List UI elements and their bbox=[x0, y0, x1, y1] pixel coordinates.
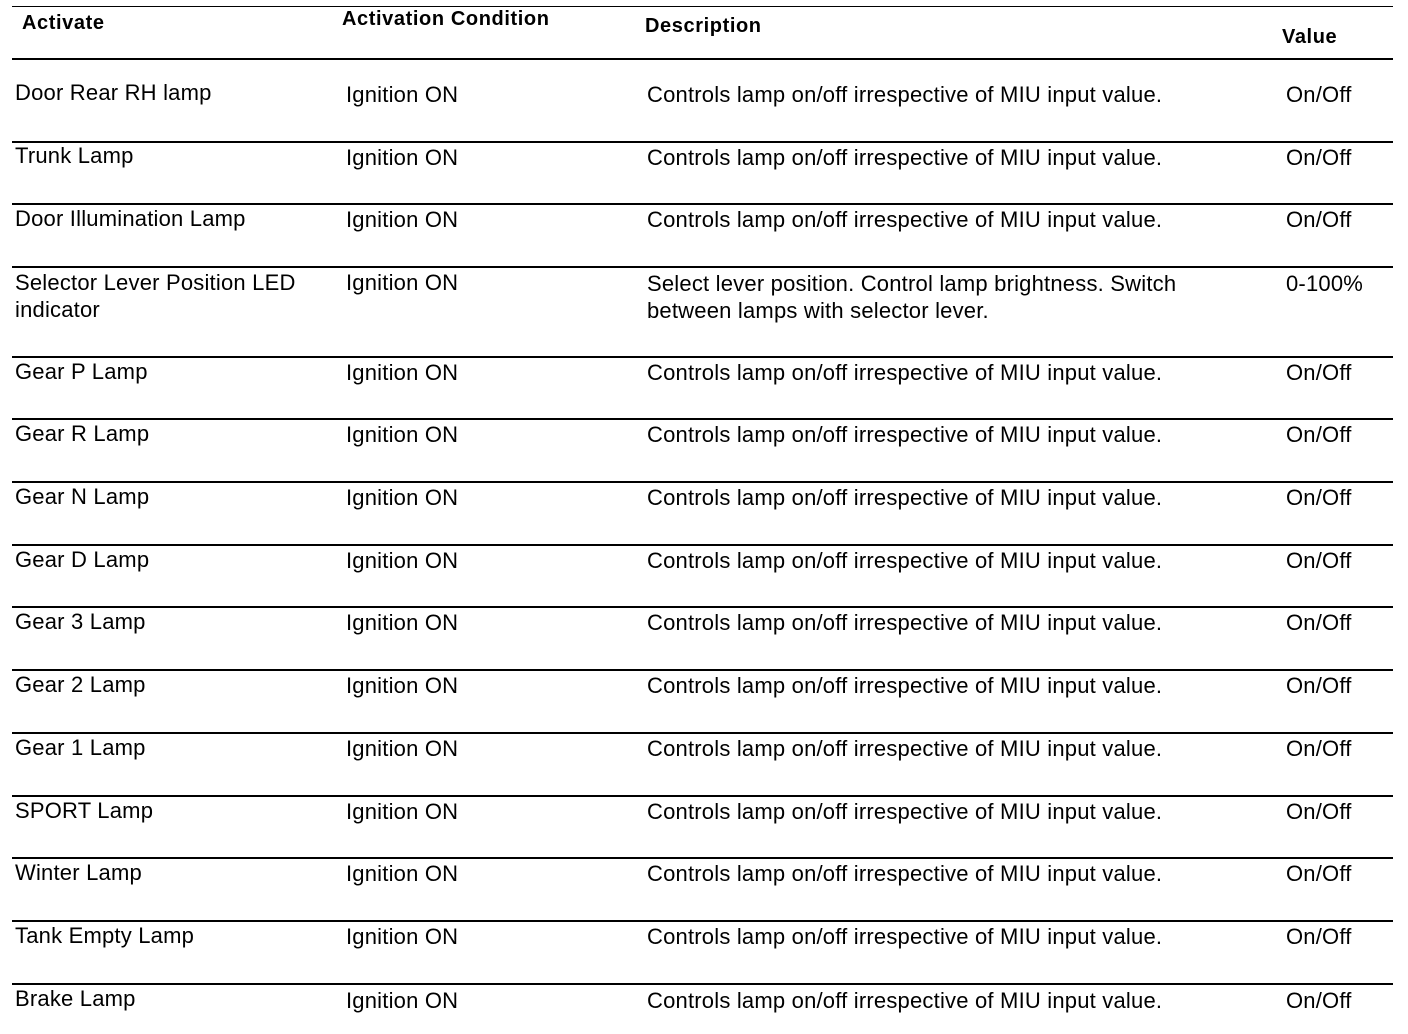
cell-value: On/Off bbox=[1286, 485, 1352, 510]
cell-description: Controls lamp on/off irrespective of MIU input value. bbox=[647, 82, 1163, 107]
header-description: Description bbox=[645, 15, 762, 37]
cell-description: Controls lamp on/off irrespective of MIU input value. bbox=[647, 207, 1163, 232]
cell-activate: Gear D Lamp bbox=[15, 547, 150, 572]
cell-activate: Trunk Lamp bbox=[15, 143, 134, 168]
cell-condition: Ignition ON bbox=[346, 145, 459, 170]
cell-description: Controls lamp on/off irrespective of MIU input value. bbox=[647, 861, 1163, 886]
cell-condition: Ignition ON bbox=[346, 924, 459, 949]
cell-activate: SPORT Lamp bbox=[15, 798, 154, 823]
cell-activate: Winter Lamp bbox=[15, 860, 142, 885]
cell-value: On/Off bbox=[1286, 861, 1352, 886]
cell-condition: Ignition ON bbox=[346, 861, 459, 886]
cell-description: Controls lamp on/off irrespective of MIU input value. bbox=[647, 610, 1163, 635]
cell-condition: Ignition ON bbox=[346, 82, 459, 107]
cell-condition: Ignition ON bbox=[346, 207, 459, 232]
cell-condition: Ignition ON bbox=[346, 610, 459, 635]
cell-activate: Gear N Lamp bbox=[15, 484, 150, 509]
cell-condition: Ignition ON bbox=[346, 548, 459, 573]
cell-description: Controls lamp on/off irrespective of MIU input value. bbox=[647, 736, 1163, 761]
header-activation-condition: Activation Condition bbox=[342, 8, 550, 30]
cell-condition: Ignition ON bbox=[346, 988, 459, 1013]
cell-value: On/Off bbox=[1286, 422, 1352, 447]
cell-description: Controls lamp on/off irrespective of MIU input value. bbox=[647, 145, 1163, 170]
cell-description: Controls lamp on/off irrespective of MIU input value. bbox=[647, 799, 1163, 824]
cell-condition: Ignition ON bbox=[346, 673, 459, 698]
cell-description: Controls lamp on/off irrespective of MIU input value. bbox=[647, 988, 1163, 1013]
cell-activate: Gear R Lamp bbox=[15, 421, 150, 446]
cell-condition: Ignition ON bbox=[346, 422, 459, 447]
cell-condition: Ignition ON bbox=[346, 799, 459, 824]
cell-condition: Ignition ON bbox=[346, 360, 459, 385]
cell-value: On/Off bbox=[1286, 924, 1352, 949]
cell-value: On/Off bbox=[1286, 82, 1352, 107]
cell-activate: Gear 1 Lamp bbox=[15, 735, 146, 760]
cell-value: On/Off bbox=[1286, 988, 1352, 1013]
cell-activate: Selector Lever Position LED indicator bbox=[15, 270, 296, 322]
cell-description: Controls lamp on/off irrespective of MIU input value. bbox=[647, 673, 1163, 698]
cell-description: Controls lamp on/off irrespective of MIU input value. bbox=[647, 422, 1163, 447]
cell-description: Select lever position. Control lamp brightness. Switch between lamps with selector lever. bbox=[647, 271, 1177, 323]
cell-value: On/Off bbox=[1286, 548, 1352, 573]
row-rule bbox=[12, 266, 1393, 268]
cell-activate: Gear P Lamp bbox=[15, 359, 148, 384]
cell-description: Controls lamp on/off irrespective of MIU input value. bbox=[647, 924, 1163, 949]
cell-activate: Tank Empty Lamp bbox=[15, 923, 195, 948]
cell-value: On/Off bbox=[1286, 207, 1352, 232]
cell-value: On/Off bbox=[1286, 610, 1352, 635]
cell-value: On/Off bbox=[1286, 673, 1352, 698]
cell-value: On/Off bbox=[1286, 799, 1352, 824]
cell-description: Controls lamp on/off irrespective of MIU input value. bbox=[647, 548, 1163, 573]
header-activate: Activate bbox=[22, 12, 105, 34]
cell-description: Controls lamp on/off irrespective of MIU input value. bbox=[647, 360, 1163, 385]
cell-condition: Ignition ON bbox=[346, 736, 459, 761]
table-top-rule bbox=[12, 6, 1393, 7]
cell-activate: Gear 2 Lamp bbox=[15, 672, 146, 697]
cell-condition: Ignition ON bbox=[346, 270, 459, 295]
cell-activate: Brake Lamp bbox=[15, 986, 136, 1011]
header-value: Value bbox=[1282, 26, 1338, 48]
cell-activate: Door Illumination Lamp bbox=[15, 206, 246, 231]
cell-activate: Gear 3 Lamp bbox=[15, 609, 146, 634]
cell-description: Controls lamp on/off irrespective of MIU input value. bbox=[647, 485, 1163, 510]
cell-activate: Door Rear RH lamp bbox=[15, 80, 212, 105]
cell-value: On/Off bbox=[1286, 360, 1352, 385]
cell-condition: Ignition ON bbox=[346, 485, 459, 510]
cell-value: On/Off bbox=[1286, 736, 1352, 761]
cell-value: On/Off bbox=[1286, 145, 1352, 170]
cell-value: 0-100% bbox=[1286, 271, 1364, 296]
header-rule bbox=[12, 58, 1393, 60]
